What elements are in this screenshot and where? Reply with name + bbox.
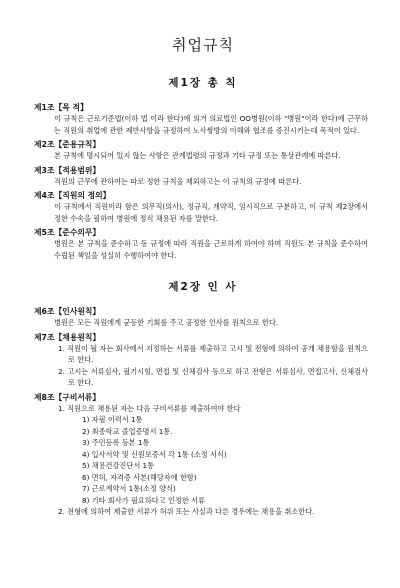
sub-list-item: 8) 기타 회사가 필요하다고 인정한 서류 bbox=[82, 495, 205, 505]
article-heading: 제2조【준용규칙】 bbox=[34, 140, 101, 149]
article-1 bbox=[34, 102, 372, 136]
article-2 bbox=[34, 139, 372, 162]
article-body: 본 규칙에 명시되어 있지 않는 사항은 관계법령의 규정과 기타 규정 또는 통상관례에 따른다. bbox=[54, 151, 341, 160]
document-title: 취업규칙 bbox=[172, 36, 234, 54]
sub-list-item: 5) 채용건강진단서 1통 bbox=[82, 461, 155, 470]
article-heading: 제8조【구비서류】 bbox=[34, 392, 101, 402]
article-body: 이 규칙은 근로기준법(이하 법 이라 한다)에 의거 의료법인 OO병원(이하 "병원"이라 한다)에 근무하는 직원의 취업에 관한 제반사항을 규정하여 노사쌍방의 이해와 협조를 증진시키는데 목적이 있다. bbox=[54, 114, 368, 135]
article-8-list bbox=[34, 403, 372, 518]
article-body: 직원의 근무에 관하여는 따로 정한 규칙을 제외하고는 이 규칙의 규정에 따른다. bbox=[54, 176, 302, 186]
sub-list-item: 4) 입사서약 및 신원보증서 각 1통 (소정 서식) bbox=[82, 449, 227, 459]
article-body: 이 규칙에서 직원이라 함은 의무직(의사), 정규직, 계약직, 임시직으로 구분하고, 이 규칙 제2장에서 정한 수속을 필하여 병원에 정식 채용된 자를 말한다. bbox=[54, 202, 368, 223]
list-item: 2. 고시는 서류심사, 필기시험, 면접 및 신체검사 등으로 하고 전형은 서류심사, 면접고사, 신체검사로 한다. bbox=[58, 366, 368, 387]
article-heading: 제7조【채용원칙】 bbox=[34, 332, 101, 342]
sub-list-item: 7) 근로계약서 1통(소정 양식) bbox=[82, 484, 176, 493]
sub-list-item: 6) 면허, 자격증 사본(해당자에 한함) bbox=[82, 472, 197, 482]
article-7-list bbox=[34, 343, 372, 389]
article-body: 병원은 모든 직원에게 균등한 기회를 주고 공정한 인사를 원칙으로 한다. bbox=[54, 318, 279, 327]
article-heading: 제1조【목 적】 bbox=[34, 103, 88, 112]
article-heading: 제3조【적용범위】 bbox=[34, 165, 101, 175]
chapter-2-heading: 제2장 인 사 bbox=[168, 281, 238, 293]
article-5 bbox=[34, 227, 372, 261]
article-6 bbox=[34, 306, 372, 329]
article-heading: 제6조【인사원칙】 bbox=[34, 307, 101, 316]
article-heading: 제5조【준수의무】 bbox=[34, 228, 101, 237]
article-4 bbox=[34, 190, 372, 224]
sub-list-item: 1) 자필 이력서 1통 bbox=[82, 415, 143, 424]
article-3 bbox=[34, 165, 372, 188]
article-7 bbox=[34, 332, 372, 389]
article-8 bbox=[34, 392, 372, 518]
article-heading: 제4조【직원의 정의】 bbox=[34, 191, 111, 200]
list-item: 1. 직원으로 채용된 자는 다음 구비서류를 제출하여야 한다 bbox=[58, 403, 241, 413]
article-body: 병원은 본 규칙을 준수하고 동 규정에 따라 직원을 근로하게 하여야 하며 직원도 본 규칙을 준수하여 수립된 책임을 성실히 수행하여야 한다. bbox=[54, 239, 368, 260]
chapter-1-heading: 제1장 총 칙 bbox=[168, 77, 238, 89]
sub-list-item: 3) 주민등록 등본 1통 bbox=[82, 438, 150, 447]
list-item: 1. 직원이 될 자는 회사에서 지정하는 서류를 제출하고 고시 및 전형에 의하여 공개 채용함을 원칙으로 한다. bbox=[58, 343, 368, 364]
sub-list-item: 2) 최종학교 졸업증명서 1통. bbox=[82, 426, 173, 436]
list-item: 2. 전형에 의하여 제출한 서류가 허위 또는 사실과 다른 경우에는 채용을 취소한다. bbox=[58, 507, 315, 516]
